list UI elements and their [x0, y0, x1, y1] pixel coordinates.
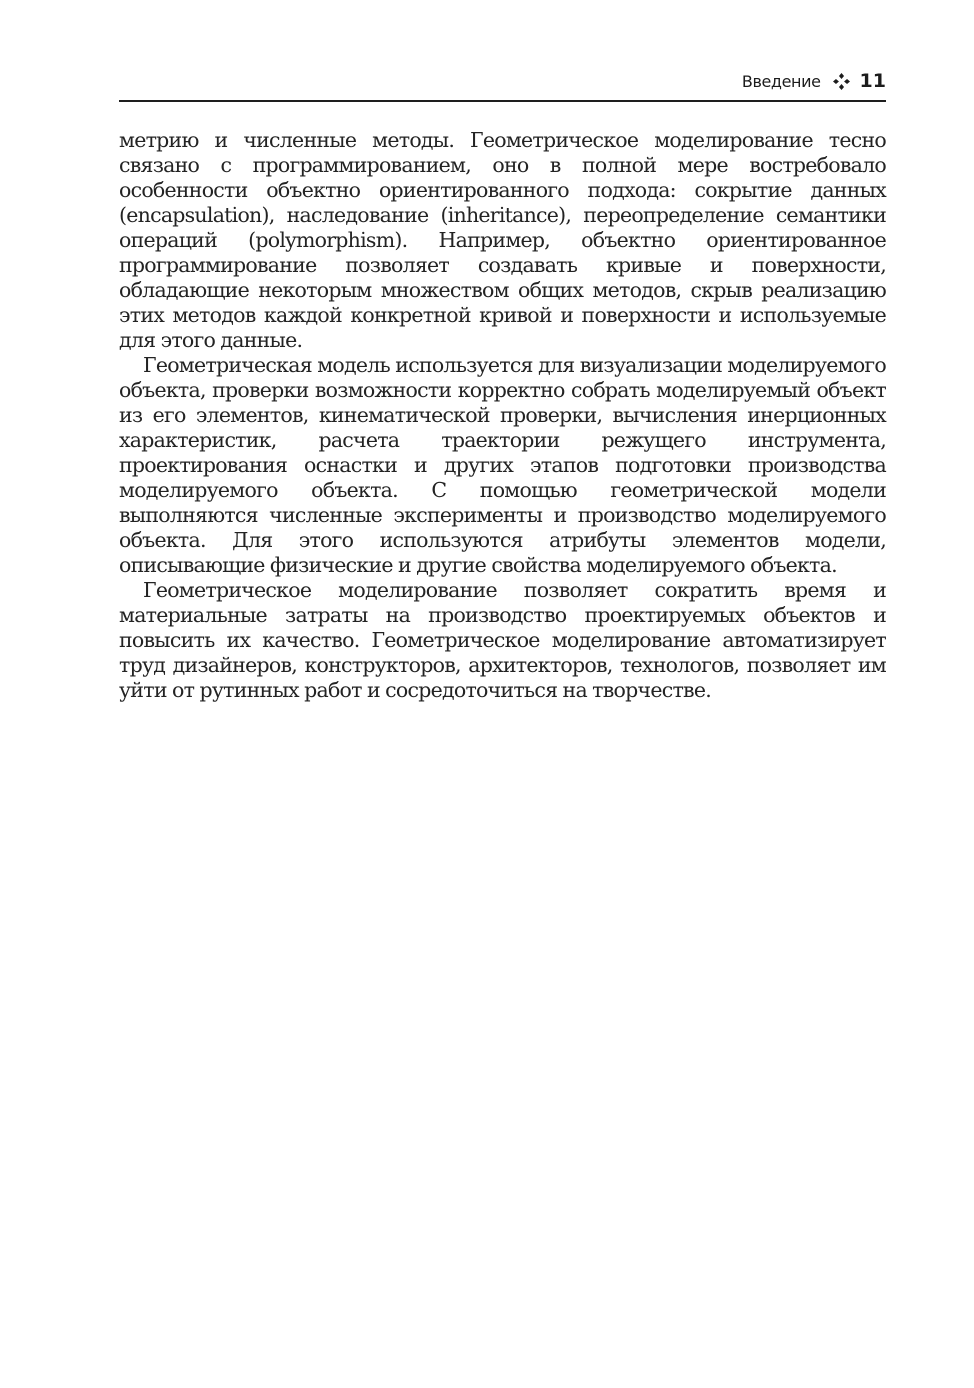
section-title: Введение: [741, 71, 821, 91]
paragraph: Геометрическая модель используется для визуализации моделируемого объекта, проверки возможности корректно собрать моделируемый объект из его элементов, кинематической проверки, вычисления инерционных характеристик, расчета траектории режущего инструмента, проектирования оснастки и других этапов подготовки производства моделируемого объекта. С помощью геометрической модели выполняются численные эксперименты и производство моделируемого объекта. Для этого используются атрибуты элементов модели, описывающие физические и другие свойства моделируемого объекта.: [119, 353, 886, 577]
paragraph: Геометрическое моделирование позволяет сократить время и материальные затраты на производство проектируемых объектов и повысить их качество. Геометрическое моделирование автоматизирует труд дизайнеров, конструкторов, архитекторов, технологов, позволяет им уйти от рутинных работ и сосредоточиться на творчестве.: [119, 578, 886, 702]
body-text: [119, 128, 886, 703]
diamond-ornament-icon: [833, 73, 850, 90]
header-divider: [119, 100, 886, 102]
paragraph: метрию и численные методы. Геометрическое моделирование тесно связано с программированием, оно в полной мере востребовало особенности объектно ориентированного подхода: сокрытие данных (encapsulation), наследование (inheritance), переопределение семантики операций (polymorphism). Например, объектно ориентированное программирование позволяет создавать кривые и поверхности, обладающие некоторым множеством общих методов, скрыв реализацию этих методов каждой конкретной кривой и поверхности и используемые для этого данные.: [119, 128, 886, 352]
page-number: 11: [859, 70, 886, 92]
running-head: [119, 66, 886, 96]
